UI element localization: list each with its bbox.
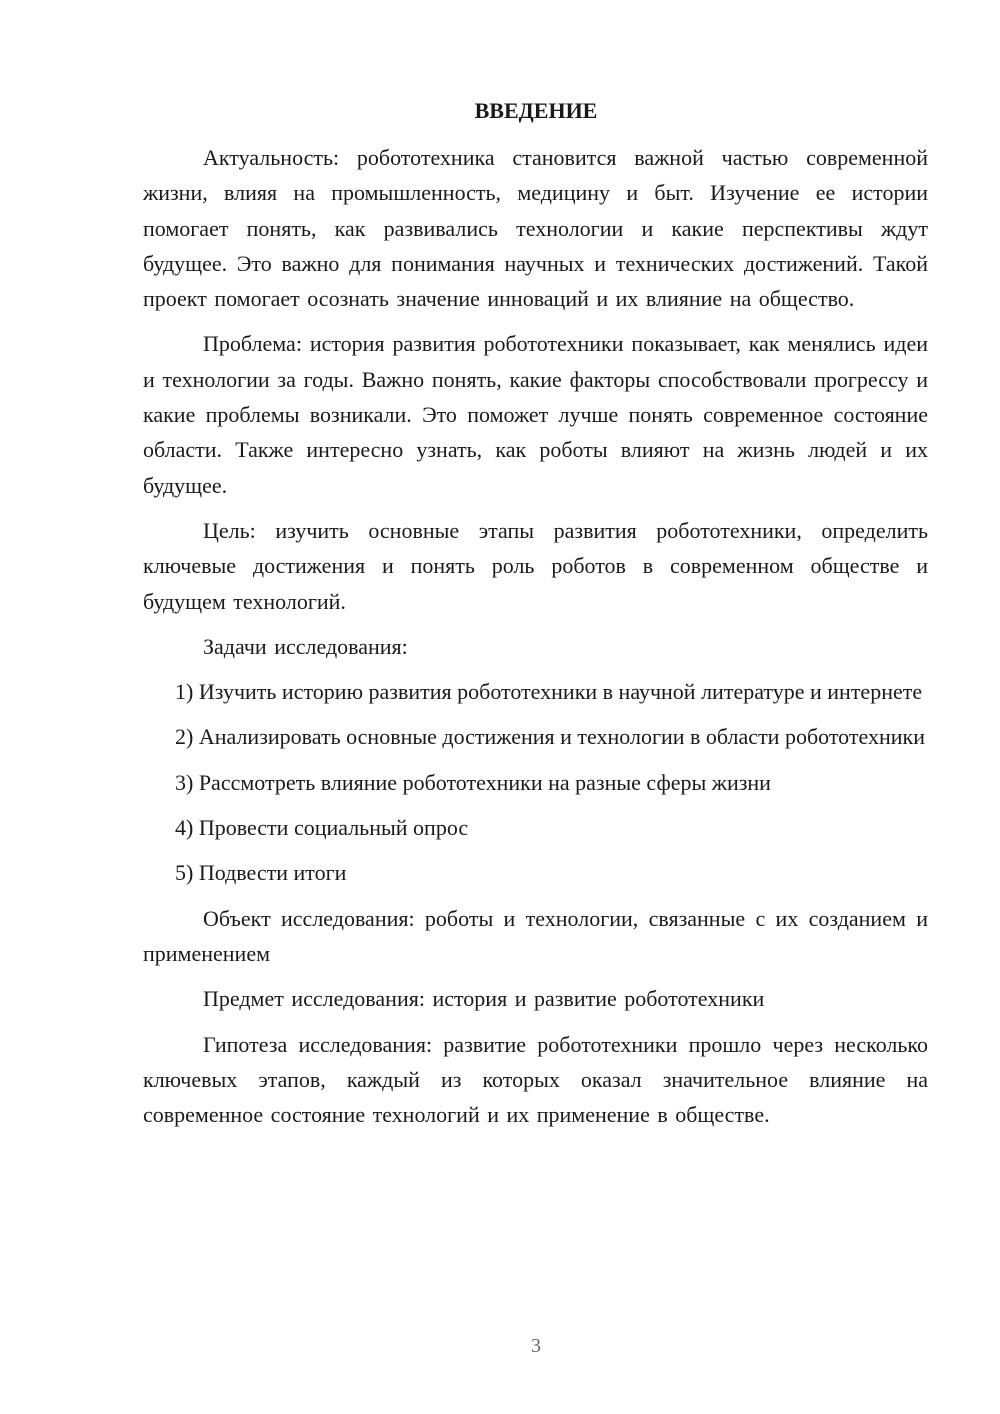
paragraph-relevance: Актуальность: робототехника становится важной частью современной жизни, влияя на промышленность, медицину и быт. Изучение ее истории помогает понять, как развивались технологии и какие перспективы ждут будущее. Это важно для понимания научных и технических достижений. Такой проект помогает осознать значение инноваций и их влияние на общество. — [143, 145, 928, 312]
paragraph-subject: Предмет исследования: история и развитие робототехники — [203, 986, 765, 1012]
tasks-heading: Задачи исследования: — [203, 633, 408, 659]
paragraph-object: Объект исследования: роботы и технологии, связанные с их созданием и применением — [143, 905, 928, 966]
page-number: 3 — [531, 1335, 541, 1357]
paragraph-hypothesis: Гипотеза исследования: развитие робототехники прошло через несколько ключевых этапов, каждый из которых оказал значительное влияние на современное состояние технологий и их применение в обществе. — [143, 1031, 928, 1128]
page-title: ВВЕДЕНИЕ — [474, 98, 598, 123]
paragraph-goal: Цель: изучить основные этапы развития робототехники, определить ключевые достижения и понять роль роботов в современном обществе и будущем технологий. — [143, 517, 928, 614]
task-item-2: 2) Анализировать основные достижения и технологии в области робототехники — [175, 724, 925, 750]
task-item-5: 5) Подвести итоги — [175, 860, 347, 886]
page-body — [143, 140, 928, 1142]
paragraph-problem: Проблема: история развития робототехники показывает, как менялись идеи и технологии за годы. Важно понять, какие факторы способствовали прогрессу и какие проблемы возникали. Это поможет лучше понять современное состояние области. Также интересно узнать, как роботы влияют на жизнь людей и их будущее. — [143, 331, 928, 498]
task-item-1: 1) Изучить историю развития робототехники в научной литературе и интернете — [175, 679, 923, 705]
task-item-4: 4) Провести социальный опрос — [175, 815, 469, 841]
task-item-3: 3) Рассмотреть влияние робототехники на разные сферы жизни — [175, 769, 771, 795]
